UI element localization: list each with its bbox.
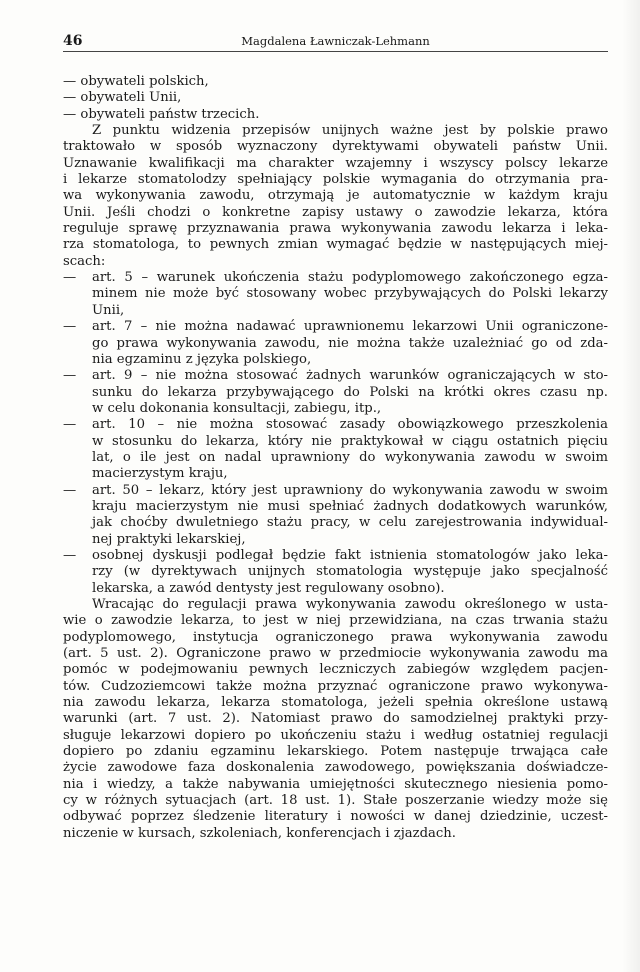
text-line: życie zawodowe faza doskonalenia zawodowego, powiększania doświadcze- <box>63 760 608 776</box>
bullet-dash: — <box>63 368 77 384</box>
text-line: wa wykonywania zawodu, otrzymają je automatycznie w każdym kraju <box>63 188 608 204</box>
bullet-text: art. 9 – nie można stosować żadnych warunków ograniczających w sto- <box>92 368 608 384</box>
text-line: scach: <box>63 253 106 269</box>
page-header <box>63 33 608 52</box>
body-text <box>63 74 608 842</box>
text-line: cy w różnych sytuacjach (art. 18 ust. 1). Stałe poszerzanie wiedzy może się <box>63 793 608 809</box>
text-line: pomóc w podejmowaniu pewnych leczniczych zabiegów względem pacjen- <box>63 662 608 678</box>
text-line: (art. 5 ust. 2). Ograniczone prawo w przedmiocie wykonywania zawodu ma <box>63 646 608 662</box>
text-line: Wracając do regulacji prawa wykonywania zawodu określonego w usta- <box>92 597 608 612</box>
running-head: Magdalena Ławniczak-Lehmann <box>241 34 430 48</box>
bullet-text: art. 7 – nie można nadawać uprawnionemu lekarzowi Unii ograniczone- <box>92 319 608 335</box>
bullet-dash: — <box>63 482 77 498</box>
text-line: nia zawodu lekarza, lekarza stomatologa, jeżeli spełnia określone ustawą <box>63 695 608 711</box>
bullet-line <box>63 319 608 335</box>
text-line: w celu dokonania konsultacji, zabiegu, itp., <box>92 400 382 416</box>
text-line: macierzystym kraju, <box>92 466 228 482</box>
bullet-dash: — <box>63 319 77 335</box>
bullet-dash: — <box>63 547 77 563</box>
bullet-dash: — <box>63 417 77 433</box>
text-line: sługuje lekarzowi dopiero po ukończeniu stażu i według ostatniej regulacji <box>63 727 608 743</box>
text-line: rza stomatologa, to pewnych zmian wymagać będzie w następujących miej- <box>63 237 608 253</box>
text-line: lat, o ile jest on nadal uprawniony do wykonywania zawodu w swoim <box>92 449 608 465</box>
page-spine-shadow <box>622 0 640 972</box>
text-line: go prawa wykonywania zawodu, nie można także uzależniać go od zda- <box>92 335 608 351</box>
text-line: kraju macierzystym nie musi spełniać żadnych dodatkowych warunków, <box>92 498 608 514</box>
text-line: sunku do lekarza przybywającego do Polski na krótki okres czasu np. <box>92 384 608 400</box>
bullet-text: art. 10 – nie można stosować zasady obowiązkowego przeszkolenia <box>92 417 608 433</box>
text-line: tów. Cudzoziemcowi także można przyznać ograniczone prawo wykonywa- <box>63 678 608 694</box>
text-line: warunki (art. 7 ust. 2). Natomiast prawo do samodzielnej praktyki przy- <box>63 711 608 727</box>
text-line: — obywateli polskich, <box>63 74 209 89</box>
text-line: jak choćby dwuletniego stażu pracy, w celu zarejestrowania indywidual- <box>92 515 608 531</box>
text-line: traktowało w sposób wyznaczony dyrektywami obywateli państw Unii. <box>63 139 608 155</box>
text-line: dopiero po zdaniu egzaminu lekarskiego. Potem następuje trwająca całe <box>63 744 608 760</box>
bullet-line <box>63 483 608 499</box>
text-line: Z punktu widzenia przepisów unijnych ważne jest by polskie prawo <box>92 123 608 139</box>
bullet-dash: — <box>63 270 77 286</box>
text-line: lekarska, a zawód dentysty jest regulowany osobno). <box>92 580 445 596</box>
text-line: wie o zawodzie lekarza, to jest w niej przewidziana, na czas trwania stażu <box>63 613 608 629</box>
text-line: podyplomowego, instytucja ograniczonego prawa wykonywania zawodu <box>63 629 608 645</box>
text-line: rzy (w dyrektywach unijnych stomatologia występuje jako specjalność <box>92 564 608 580</box>
text-line: niczenie w kursach, szkoleniach, konferencjach i zjazdach. <box>63 825 456 841</box>
bullet-text: osobnej dyskusji podlegał będzie fakt istnienia stomatologów jako leka- <box>92 547 608 563</box>
text-line: nia i wiedzy, a także nabywania umiejętności skutecznego niesienia pomo- <box>63 776 608 792</box>
text-line: odbywać poprzez śledzenie literatury i nowości w danej dziedzinie, uczest- <box>63 809 608 825</box>
bullet-text: art. 5 – warunek ukończenia stażu podyplomowego zakończonego egza- <box>92 270 608 286</box>
text-line: Unii. Jeśli chodzi o konkretne zapisy ustawy o zawodzie lekarza, która <box>63 204 608 220</box>
text-line: reguluje sprawę przyznawania prawa wykonywania zawodu lekarza i leka- <box>63 221 608 237</box>
text-line: nej praktyki lekarskiej, <box>92 531 246 547</box>
text-line: Uznawanie kwalifikacji ma charakter wzajemny i wszyscy polscy lekarze <box>63 155 608 171</box>
text-line: — obywateli Unii, <box>63 90 182 106</box>
text-line: — obywateli państw trzecich. <box>63 106 260 122</box>
text-line: nia egzaminu z języka polskiego, <box>92 351 312 367</box>
bullet-line <box>63 417 608 433</box>
bullet-line <box>63 548 608 564</box>
bullet-line <box>63 368 608 384</box>
bullet-text: art. 50 – lekarz, który jest uprawniony do wykonywania zawodu w swoim <box>92 482 608 498</box>
text-line: i lekarze stomatolodzy spełniający polskie wymagania do otrzymania pra- <box>63 172 608 188</box>
text-line: Unii, <box>92 302 125 318</box>
page-number: 46 <box>63 33 83 49</box>
text-line: minem nie może być stosowany wobec przybywających do Polski lekarzy <box>92 286 608 302</box>
text-line: w stosunku do lekarza, który nie praktykował w ciągu ostatnich pięciu <box>92 433 608 449</box>
bullet-line <box>63 270 608 286</box>
